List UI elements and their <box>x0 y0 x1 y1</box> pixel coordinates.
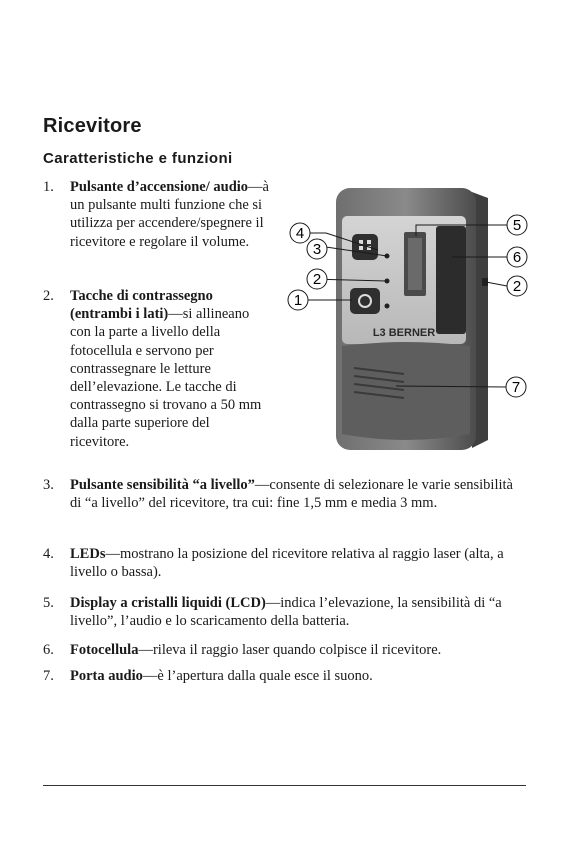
item-number: 3. <box>43 477 54 493</box>
item-text: —si allineano con la parte a livello della fotocellula e servono per contrassegnare le letture dell’elevazione. Le tacche di contrassegno si trovano a 50 mm dalla parte superiore del ricevitore. <box>70 306 262 450</box>
power-audio-button <box>350 288 380 314</box>
list-item <box>43 178 271 251</box>
item-term: Pulsante d’accensione/ audio <box>70 179 249 195</box>
item-term: Tacche di contrassegno (entrambi i lati) <box>70 288 213 323</box>
item-number: 4. <box>43 546 54 562</box>
list-item <box>43 667 513 685</box>
item-term: Display a cristalli liquidi (LCD) <box>70 595 266 611</box>
item-text: —mostrano la posizione del ricevitore relativa al raggio laser (alta, a livello o bassa). <box>70 546 504 581</box>
item-number: 2. <box>43 288 54 304</box>
callout-7 <box>506 377 526 397</box>
callout-2-right <box>507 276 527 296</box>
list-item <box>43 476 513 512</box>
list-item <box>43 594 513 630</box>
callout-4 <box>290 223 310 243</box>
item-number: 6. <box>43 642 54 658</box>
footer-rule <box>43 785 526 786</box>
led-low <box>385 304 390 309</box>
callout-label: 3 <box>312 241 322 258</box>
item-text: —rileva il raggio laser quando colpisce il ricevitore. <box>138 642 442 658</box>
item-number: 7. <box>43 668 54 684</box>
lcd-screen <box>408 238 422 290</box>
item-term: Pulsante sensibilità “a livello” <box>70 477 255 493</box>
callout-5 <box>507 215 527 235</box>
item-number: 1. <box>43 179 54 195</box>
callout-label: 2 <box>312 271 322 288</box>
receiver-grip <box>342 342 470 440</box>
item-text: —indica l’elevazione, la sensibilità di “a livello”, l’audio e lo scaricamento della batteria. <box>70 595 502 630</box>
section-subtitle: Caratteristiche e funzioni <box>43 150 233 167</box>
item-text: —è l’apertura dalla quale esce il suono. <box>142 668 373 684</box>
photocell-window <box>436 226 466 334</box>
receiver-illustration <box>286 178 536 458</box>
list-item <box>43 545 513 581</box>
section-title: Ricevitore <box>43 115 142 137</box>
callout-2-left <box>307 269 327 289</box>
item-term: Fotocellula <box>70 642 139 658</box>
brand-logo: L3 BERNER <box>372 327 436 339</box>
callout-1 <box>288 290 308 310</box>
callout-label: 5 <box>512 217 522 234</box>
list-item <box>43 641 513 659</box>
sensitivity-button <box>352 234 378 260</box>
callout-label: 2 <box>512 278 522 295</box>
item-text: —consente di selezionare le varie sensibilità di “a livello” del ricevitore, tra cui: fine 1,5 mm e media 3 mm. <box>70 477 513 512</box>
item-number: 5. <box>43 595 54 611</box>
callout-label: 7 <box>511 379 521 396</box>
item-term: Porta audio <box>70 668 143 684</box>
callout-6 <box>507 247 527 267</box>
item-term: LEDs <box>70 546 106 562</box>
callout-3 <box>307 239 327 259</box>
callout-label: 1 <box>293 292 303 309</box>
item-text: —à un pulsante multi funzione che si utilizza per accendere/spegnere il ricevitore e regolare il volume. <box>70 179 269 250</box>
callout-label: 6 <box>512 249 522 266</box>
list-item <box>43 287 271 451</box>
callout-label: 4 <box>295 225 305 242</box>
